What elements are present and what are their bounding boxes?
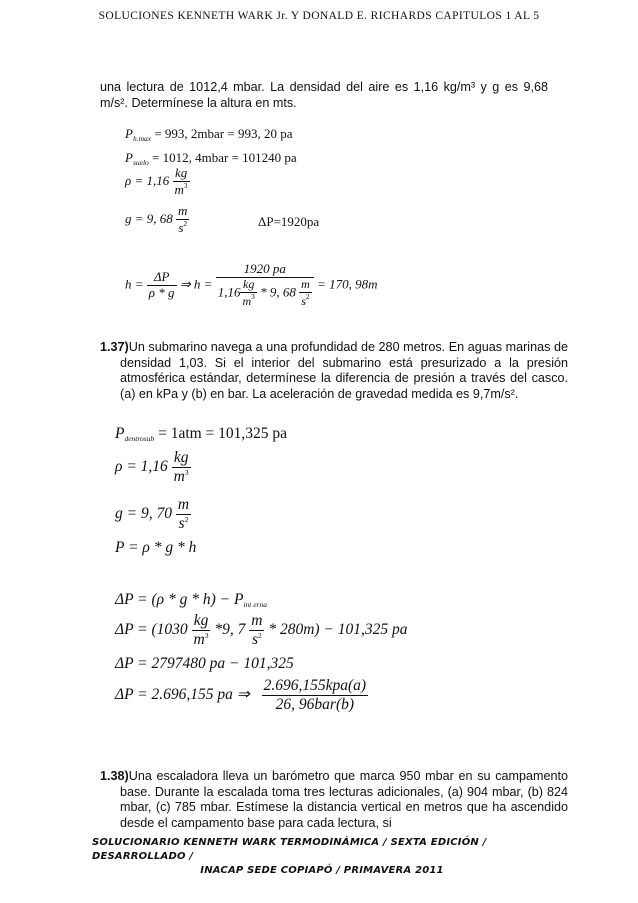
eq-g-2: g = 9, 70 $\frac{m}{s^2}$ bbox=[115, 496, 190, 532]
eq-g-1: g = 9, 68 $\frac{m}{s^2}$ bbox=[125, 203, 188, 235]
problem-1-38: 1.38)Una escaladora lleva un barómetro que marca 950 mbar en su campamento base. Durante la escalada toma tres lecturas adicionales, (a) 904 mbar, (b) 824 mbar, (c) 785 mbar. Estímese la distancia vertical en metros que ha ascendido desde el campamento base para cada lectura, si bbox=[100, 769, 568, 830]
eq-h: h = $\frac{\Delta P}{\rho * g}$ ⇒ h = 1920 pa 1,16 $\frac{kg}{m^3}$ * 9, 68 $\frac{m}{s^2}$ = 170, 98m bbox=[125, 261, 378, 308]
eq-p-dentrosub: $P_{dentrosub} = 1atm = 101,325$ pa bbox=[115, 425, 288, 443]
eq-rho-2: ρ = 1,16 $\frac{kg}{m^3}$ bbox=[115, 449, 189, 485]
eq-delta-1: $\Delta P = (\rho * g * h) - P_{int erna}$ bbox=[115, 591, 267, 609]
eq-p-suelo: $P_{suelo} = 1012$, 4mbar = 101240 pa bbox=[125, 150, 297, 167]
problem-1-37: 1.37)Un submarino navega a una profundidad de 280 metros. En aguas marinas de densidad 1,03. Si el interior del submarino está presurizado a la presión atmosférica estándar, determínese la diferencia de presión a través del casco. (a) en kPa y (b) en bar. La aceleración de gravedad medida es 9,7m/s². bbox=[100, 340, 568, 401]
problem-number: 1.37) bbox=[100, 340, 129, 354]
problem-number: 1.38) bbox=[100, 769, 129, 783]
eq-delta-p-1: ΔP=1920pa bbox=[258, 214, 320, 229]
eq-rho-1: ρ = 1,16 $\frac{kg}{m^3}$ bbox=[125, 165, 188, 197]
eq-delta-4: ΔP = 2.696,155 pa ⇒ $\frac{\text{2.696,155kpa(a)}}{\text{26, 96bar(b)}}$ bbox=[115, 677, 367, 713]
eq-p-def: P = ρ * g * h bbox=[115, 539, 197, 556]
page-footer: SOLUCIONARIO KENNETH WARK TERMODINÁMICA / SEXTA EDICIÓN / DESARROLLADO / INACAP SEDE COPIAPÓ / PRIMAVERA 2011 bbox=[92, 837, 487, 876]
intro-paragraph: una lectura de 1012,4 mbar. La densidad del aire es 1,16 kg/m³ y g es 9,68 m/s². Determínese la altura en mts. bbox=[100, 80, 548, 110]
eq-delta-2: ΔP = (1030 $\frac{kg}{m^3}$ *9, 7 $\frac{m}{s^2}$ * 280m) − 101,325 pa bbox=[115, 612, 408, 648]
page-header: SOLUCIONES KENNETH WARK Jr. Y DONALD E. RICHARDS CAPITULOS 1 AL 5 bbox=[98, 10, 540, 22]
eq-p-hmax: $P_{h.max} = 993$, 2mbar = 993, 20 pa bbox=[125, 126, 293, 143]
eq-delta-3: ΔP = 2797480 pa − 101,325 bbox=[115, 655, 294, 672]
